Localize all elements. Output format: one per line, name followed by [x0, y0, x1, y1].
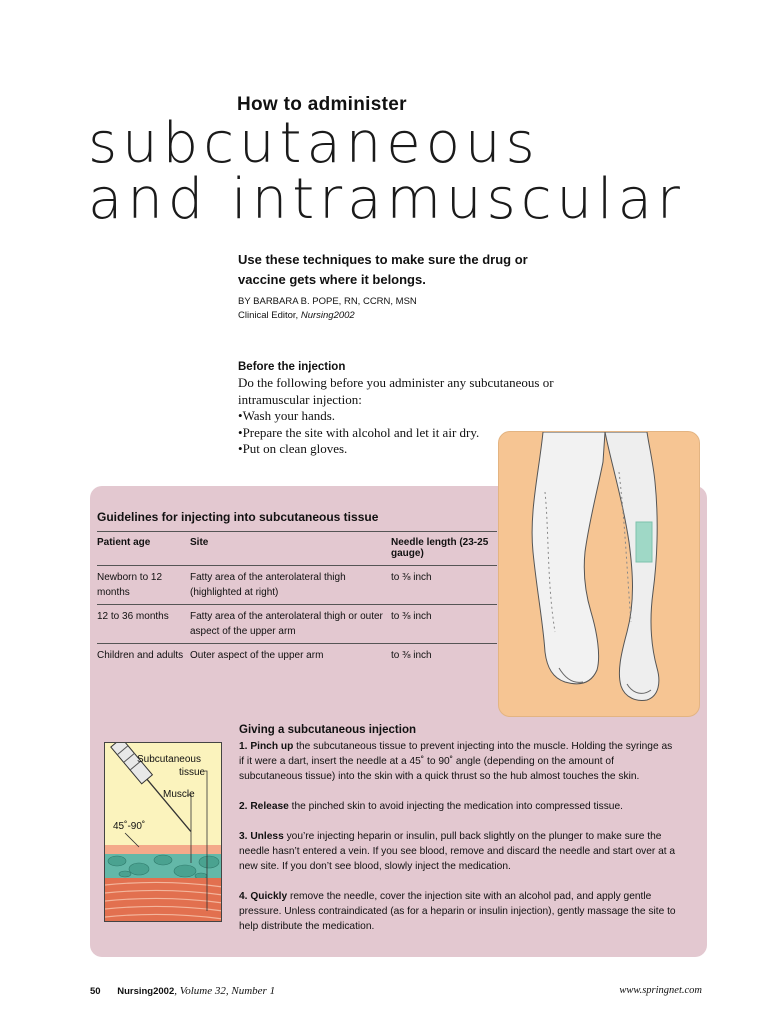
- injection-site-highlight: [636, 522, 652, 562]
- page-number: 50: [90, 986, 101, 997]
- list-item: • Wash your hands.: [238, 408, 558, 425]
- step-2-lead: 2. Release: [239, 801, 289, 812]
- table-cell: Fatty area of the anterolateral thigh (highlighted at right): [190, 566, 391, 605]
- step-2: [239, 799, 679, 814]
- footer-url: www.springnet.com: [619, 985, 702, 996]
- publication-name: Nursing2002: [300, 310, 355, 321]
- step-1-text: the subcutaneous tissue to prevent injecting into the muscle. Holding the syringe as if it were a dart, insert the needle at a 45˚ to 90˚ angle (depending on the amount of subcutaneous tissue) into the skin with a quick thrust so the hub almost touches the skin.: [239, 741, 673, 782]
- headline-line-1: subcutaneous: [88, 111, 540, 176]
- table-cell: Newborn to 12 months: [97, 566, 190, 605]
- step-4-lead: 4. Quickly: [239, 891, 288, 902]
- column-header-needle: Needle length (23-25 gauge): [391, 532, 497, 566]
- column-header-site: Site: [190, 532, 391, 566]
- table-row: [97, 605, 497, 644]
- label-angle: 45˚-90˚: [113, 821, 146, 832]
- table-cell: Children and adults: [97, 650, 184, 661]
- table-header-row: [97, 532, 497, 566]
- step-3: [239, 829, 679, 874]
- injection-diagram: [104, 742, 222, 922]
- guidelines-title: Guidelines for injecting into subcutaneous tissue: [97, 510, 379, 524]
- label-subcutaneous: Subcutaneous: [137, 754, 201, 765]
- step-1: [239, 739, 679, 784]
- table-cell: 12 to 36 months: [97, 605, 190, 644]
- column-header-age: Patient age: [97, 532, 190, 566]
- table-cell: to ⅜ inch: [391, 650, 432, 661]
- list-item: • Put on clean gloves.: [238, 441, 558, 458]
- kicker: How to administer: [237, 94, 407, 115]
- before-heading: Before the injection: [238, 361, 346, 373]
- before-intro: Do the following before you administer any subcutaneous or intramuscular injection:: [238, 375, 554, 407]
- step-1-lead: 1. Pinch up: [239, 741, 294, 752]
- step-3-text: you’re injecting heparin or insulin, pull back slightly on the plunger to make sure the needle hasn’t entered a vein. If you see blood, remove and discard the needle and start over at a new site. If you don’t see blood, slowly inject the medication.: [239, 831, 676, 872]
- table-cell: to ⅜ inch: [391, 605, 497, 644]
- author-role: [238, 309, 417, 323]
- list-item: • Prepare the site with alcohol and let it air dry.: [238, 425, 558, 442]
- byline: BY BARBARA B. POPE, RN, CCRN, MSN: [238, 296, 417, 307]
- page-footer: [90, 985, 702, 997]
- deck: Use these techniques to make sure the drug or vaccine gets where it belongs.: [238, 252, 528, 287]
- step-3-lead: 3. Unless: [239, 831, 284, 842]
- table-row: [97, 566, 497, 605]
- injection-steps: [239, 739, 679, 949]
- infant-legs-drawing: [499, 432, 700, 717]
- guidelines-table: [97, 531, 497, 667]
- byline-block: [238, 295, 417, 323]
- magazine-name: Nursing2002: [117, 986, 175, 997]
- infant-legs-illustration: [498, 431, 700, 717]
- step-4-text: remove the needle, cover the injection site with an alcohol pad, and apply gentle pressure. Unless contraindicated (as for a heparin or insulin injection), gently massage the site to help distribute the medication.: [239, 891, 676, 932]
- volume-info: , Volume 32, Number 1: [174, 985, 276, 997]
- label-muscle: Muscle: [163, 789, 195, 800]
- step-4: [239, 889, 679, 934]
- table-row: [97, 644, 497, 668]
- label-tissue: tissue: [179, 767, 206, 778]
- giving-heading: Giving a subcutaneous injection: [239, 724, 416, 736]
- headline-line-2: and intramuscular: [88, 167, 685, 232]
- author-role-text: Clinical Editor,: [238, 310, 301, 321]
- step-2-text: the pinched skin to avoid injecting the medication into compressed tissue.: [288, 801, 623, 812]
- table-cell: Outer aspect of the upper arm: [190, 650, 324, 661]
- table-cell: Fatty area of the anterolateral thigh or outer aspect of the upper arm: [190, 605, 391, 644]
- table-cell: to ⅜ inch: [391, 566, 497, 605]
